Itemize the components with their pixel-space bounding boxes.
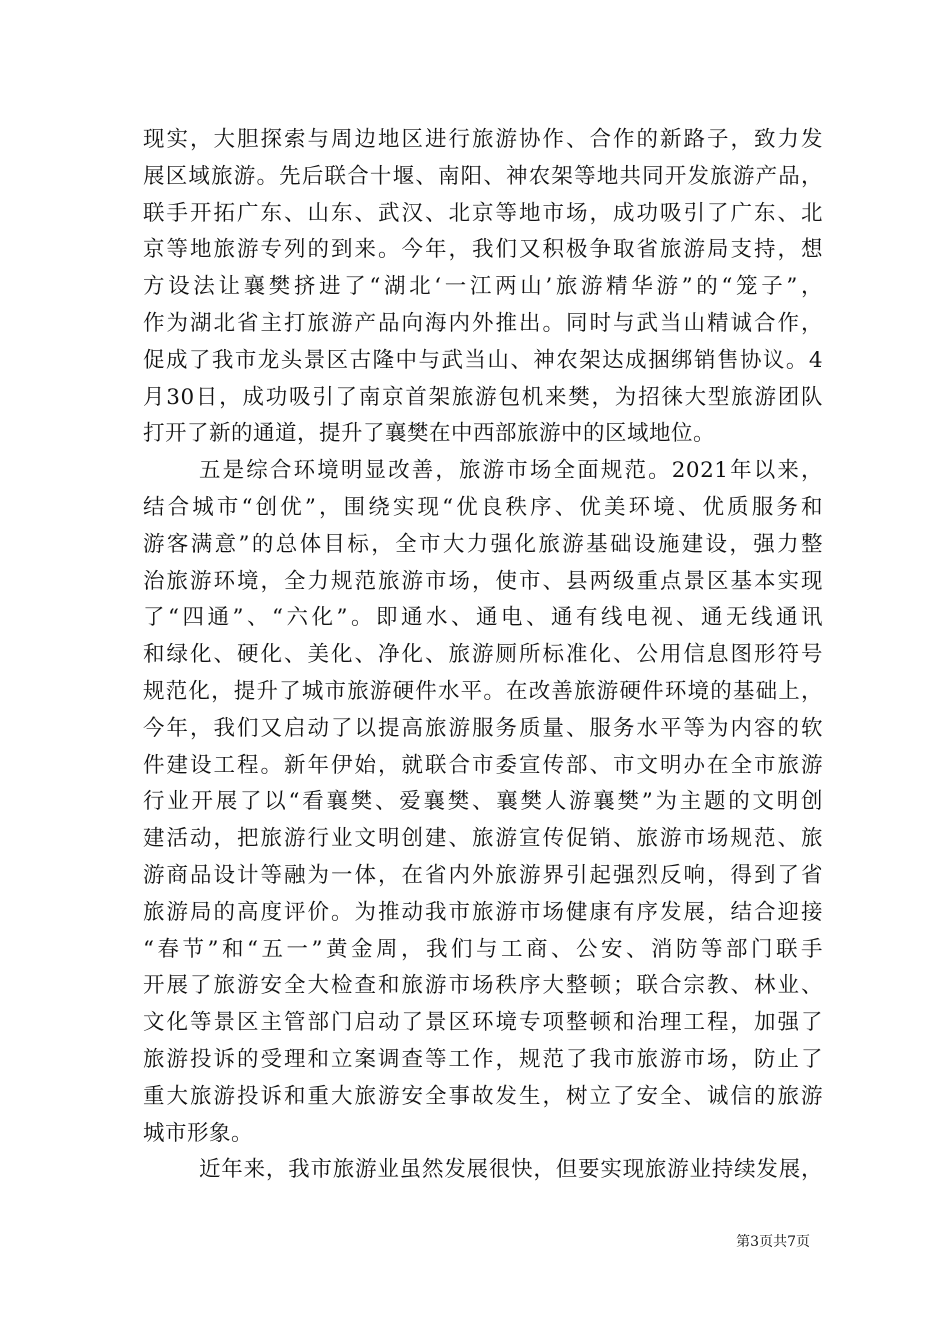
text-line: 开展了旅游安全大检查和旅游市场秩序大整顿；联合宗教、林业、 xyxy=(143,973,823,999)
page-number: 第3页共7页 xyxy=(736,1234,810,1250)
text-line: 五是综合环境明显改善，旅游市场全面规范。2021年以来， xyxy=(199,458,823,484)
text-line: 月30日，成功吸引了南京首架旅游包机来樊，为招徕大型旅游团队 xyxy=(143,384,823,410)
text-line: “春节”和“五一”黄金周，我们与工商、公安、消防等部门联手 xyxy=(143,936,823,962)
text-line: 了“四通”、“六化”。即通水、通电、通有线电视、通无线通讯 xyxy=(143,605,823,631)
text-line: 展区域旅游。先后联合十堰、南阳、神农架等地共同开发旅游产品， xyxy=(143,163,823,189)
text-line: 方设法让襄樊挤进了“湖北‘一江两山’旅游精华游”的“笼子”， xyxy=(143,274,823,300)
text-line: 重大旅游投诉和重大旅游安全事故发生，树立了安全、诚信的旅游 xyxy=(143,1083,823,1109)
text-line: 旅游投诉的受理和立案调查等工作，规范了我市旅游市场，防止了 xyxy=(143,1046,823,1072)
text-line: 和绿化、硬化、美化、净化、旅游厕所标准化、公用信息图形符号 xyxy=(143,642,823,668)
text-line: 旅游局的高度评价。为推动我市旅游市场健康有序发展，结合迎接 xyxy=(143,899,823,925)
text-line: 今年，我们又启动了以提高旅游服务质量、服务水平等为内容的软 xyxy=(143,715,823,741)
text-line: 打开了新的通道，提升了襄樊在中西部旅游中的区域地位。 xyxy=(143,421,716,447)
text-line: 结合城市“创优”，围绕实现“优良秩序、优美环境、优质服务和 xyxy=(143,494,823,520)
text-line: 游商品设计等融为一体，在省内外旅游界引起强烈反响，得到了省 xyxy=(143,862,823,888)
text-line: 近年来，我市旅游业虽然发展很快，但要实现旅游业持续发展， xyxy=(199,1157,823,1183)
body-text xyxy=(143,122,823,1189)
text-line: 件建设工程。新年伊始，就联合市委宣传部、市文明办在全市旅游 xyxy=(143,752,823,778)
text-line: 促成了我市龙头景区古隆中与武当山、神农架达成捆绑销售协议。4 xyxy=(143,347,823,373)
text-line: 行业开展了以“看襄樊、爱襄樊、襄樊人游襄樊”为主题的文明创 xyxy=(143,789,823,815)
text-line: 作为湖北省主打旅游产品向海内外推出。同时与武当山精诚合作， xyxy=(143,310,823,336)
text-line: 现实，大胆探索与周边地区进行旅游协作、合作的新路子，致力发 xyxy=(143,127,823,152)
text-line: 文化等景区主管部门启动了景区环境专项整顿和治理工程，加强了 xyxy=(143,1010,823,1036)
text-line: 联手开拓广东、山东、武汉、北京等地市场，成功吸引了广东、北 xyxy=(143,200,823,226)
text-line: 建活动，把旅游行业文明创建、旅游宣传促销、旅游市场规范、旅 xyxy=(143,826,823,852)
text-line: 京等地旅游专列的到来。今年，我们又积极争取省旅游局支持，想 xyxy=(143,237,823,263)
text-line: 游客满意”的总体目标，全市大力强化旅游基础设施建设，强力整 xyxy=(143,531,823,557)
text-line: 规范化，提升了城市旅游硬件水平。在改善旅游硬件环境的基础上， xyxy=(143,678,823,704)
text-line: 治旅游环境，全力规范旅游市场，使市、县两级重点景区基本实现 xyxy=(143,568,823,594)
text-line: 城市形象。 xyxy=(143,1120,254,1146)
